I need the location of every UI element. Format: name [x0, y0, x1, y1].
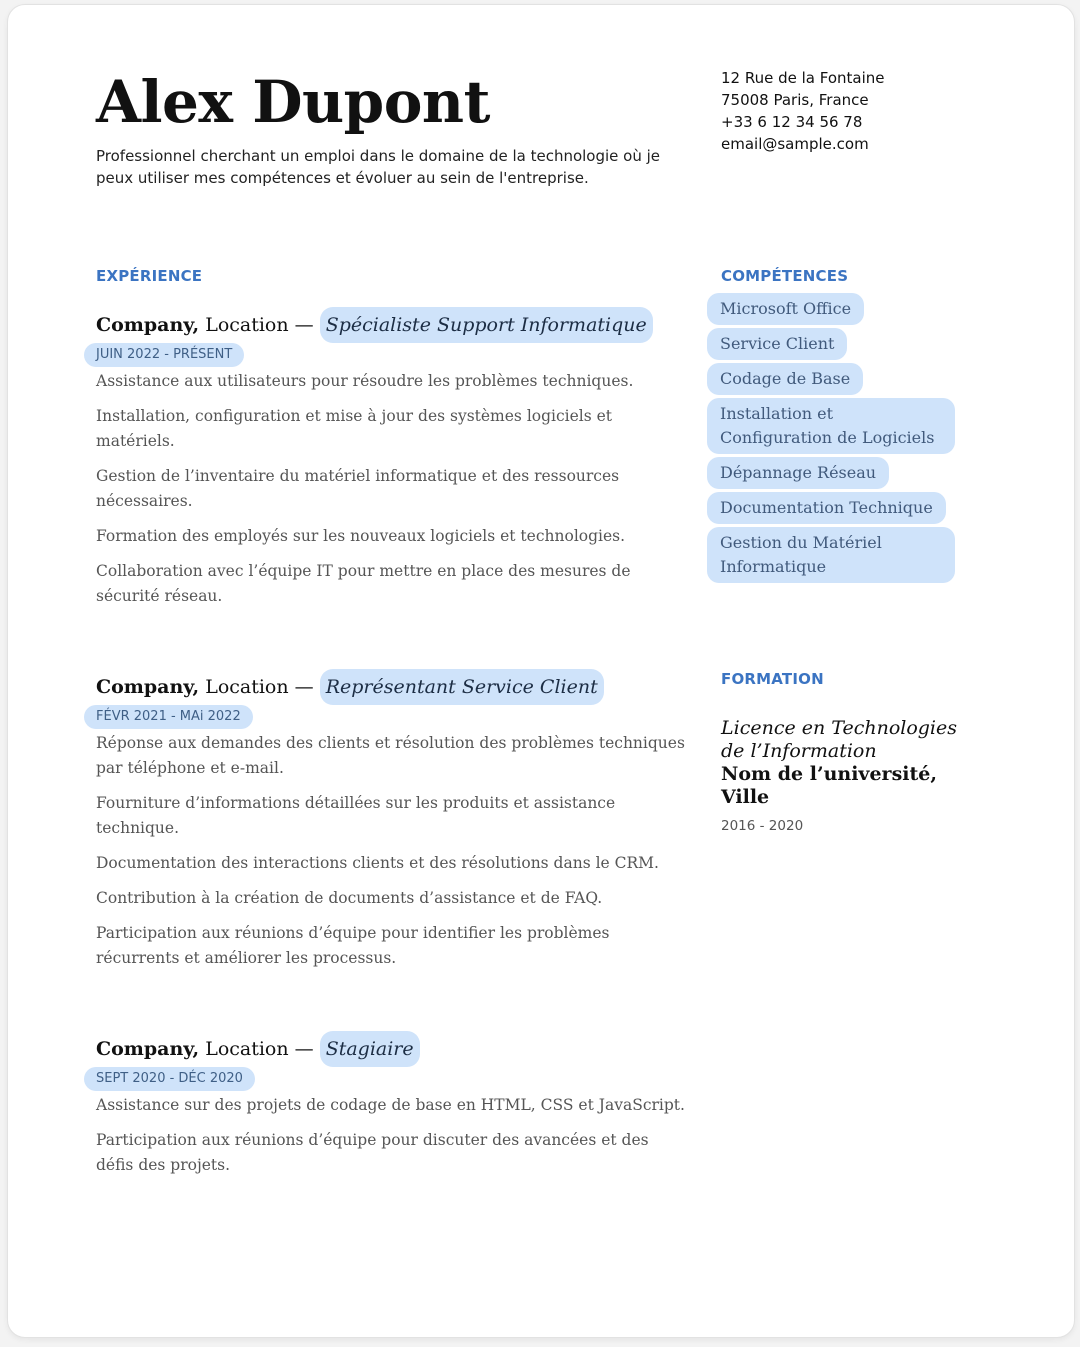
education-university: Nom de l’université, Ville [721, 763, 937, 808]
skills-list [707, 293, 977, 586]
job-bullet: Assistance aux utilisateurs pour résoudre les problèmes techniques. [96, 372, 634, 390]
contact-block [721, 67, 885, 155]
job-location: Location — [199, 314, 320, 336]
resume-page [7, 4, 1075, 1338]
skill-tag: Installation et Configuration de Logiciels [707, 398, 955, 454]
job-bullet: Contribution à la création de documents d’assistance et de FAQ. [96, 889, 603, 907]
skill-tag: Service Client [707, 328, 847, 360]
candidate-name: Alex Dupont [96, 68, 490, 136]
job-location: Location — [199, 676, 320, 698]
job-bullet: Documentation des interactions clients et des résolutions dans le CRM. [96, 854, 659, 872]
education-degree: Licence en Technologies de l’Information [721, 717, 958, 762]
job-company: Company, [96, 1038, 200, 1060]
job-company: Company, [96, 676, 200, 698]
job-bullet: Collaboration avec l’équipe IT pour mettre en place des mesures de sécurité réseau. [96, 562, 631, 605]
job-bullet: Assistance sur des projets de codage de base en HTML, CSS et JavaScript. [96, 1096, 685, 1114]
job-bullets [96, 731, 686, 971]
profile-summary: Professionnel cherchant un emploi dans le domaine de la technologie où je peux utiliser mes compétences et évoluer au sein de l'entreprise. [96, 147, 661, 187]
job-role: Spécialiste Support Informatique [320, 307, 653, 343]
job-role: Représentant Service Client [320, 669, 604, 705]
skill-tag: Documentation Technique [707, 492, 946, 524]
education-section-title: FORMATION [721, 670, 824, 688]
job-bullet: Gestion de l’inventaire du matériel informatique et des ressources nécessaires. [96, 467, 620, 510]
job-entry [96, 1031, 686, 1188]
job-bullets [96, 369, 686, 609]
job-dates: FÉVR 2021 - MAi 2022 [84, 705, 253, 729]
skill-tag: Microsoft Office [707, 293, 864, 325]
skill-tag: Codage de Base [707, 363, 863, 395]
job-dates: SEPT 2020 - DÉC 2020 [84, 1067, 255, 1091]
job-bullet: Participation aux réunions d’équipe pour identifier les problèmes récurrents et améliorer les processus. [96, 924, 610, 967]
job-location: Location — [199, 1038, 320, 1060]
job-bullet: Réponse aux demandes des clients et résolution des problèmes techniques par téléphone et e-mail. [96, 734, 685, 777]
job-entry [96, 669, 686, 981]
job-entry [96, 307, 686, 619]
job-heading [96, 669, 686, 705]
address-line-2: 75008 Paris, France [721, 91, 869, 109]
job-heading [96, 307, 686, 343]
job-dates: JUIN 2022 - PRÉSENT [84, 343, 244, 367]
email-address: email@sample.com [721, 135, 869, 153]
skill-tag: Dépannage Réseau [707, 457, 889, 489]
education-entry [721, 717, 971, 809]
experience-section-title: EXPÉRIENCE [96, 267, 203, 285]
job-role: Stagiaire [320, 1031, 420, 1067]
address-line-1: 12 Rue de la Fontaine [721, 69, 885, 87]
education-years: 2016 - 2020 [721, 818, 804, 834]
job-bullet: Participation aux réunions d’équipe pour discuter des avancées et des défis des projets. [96, 1131, 649, 1174]
job-heading [96, 1031, 686, 1067]
job-bullet: Formation des employés sur les nouveaux logiciels et technologies. [96, 527, 626, 545]
phone-number: +33 6 12 34 56 78 [721, 113, 863, 131]
skills-section-title: COMPÉTENCES [721, 267, 849, 285]
skill-tag: Gestion du Matériel Informatique [707, 527, 955, 583]
job-company: Company, [96, 314, 200, 336]
job-bullets [96, 1093, 686, 1178]
job-bullet: Fourniture d’informations détaillées sur les produits et assistance technique. [96, 794, 616, 837]
job-bullet: Installation, configuration et mise à jour des systèmes logiciels et matériels. [96, 407, 613, 450]
